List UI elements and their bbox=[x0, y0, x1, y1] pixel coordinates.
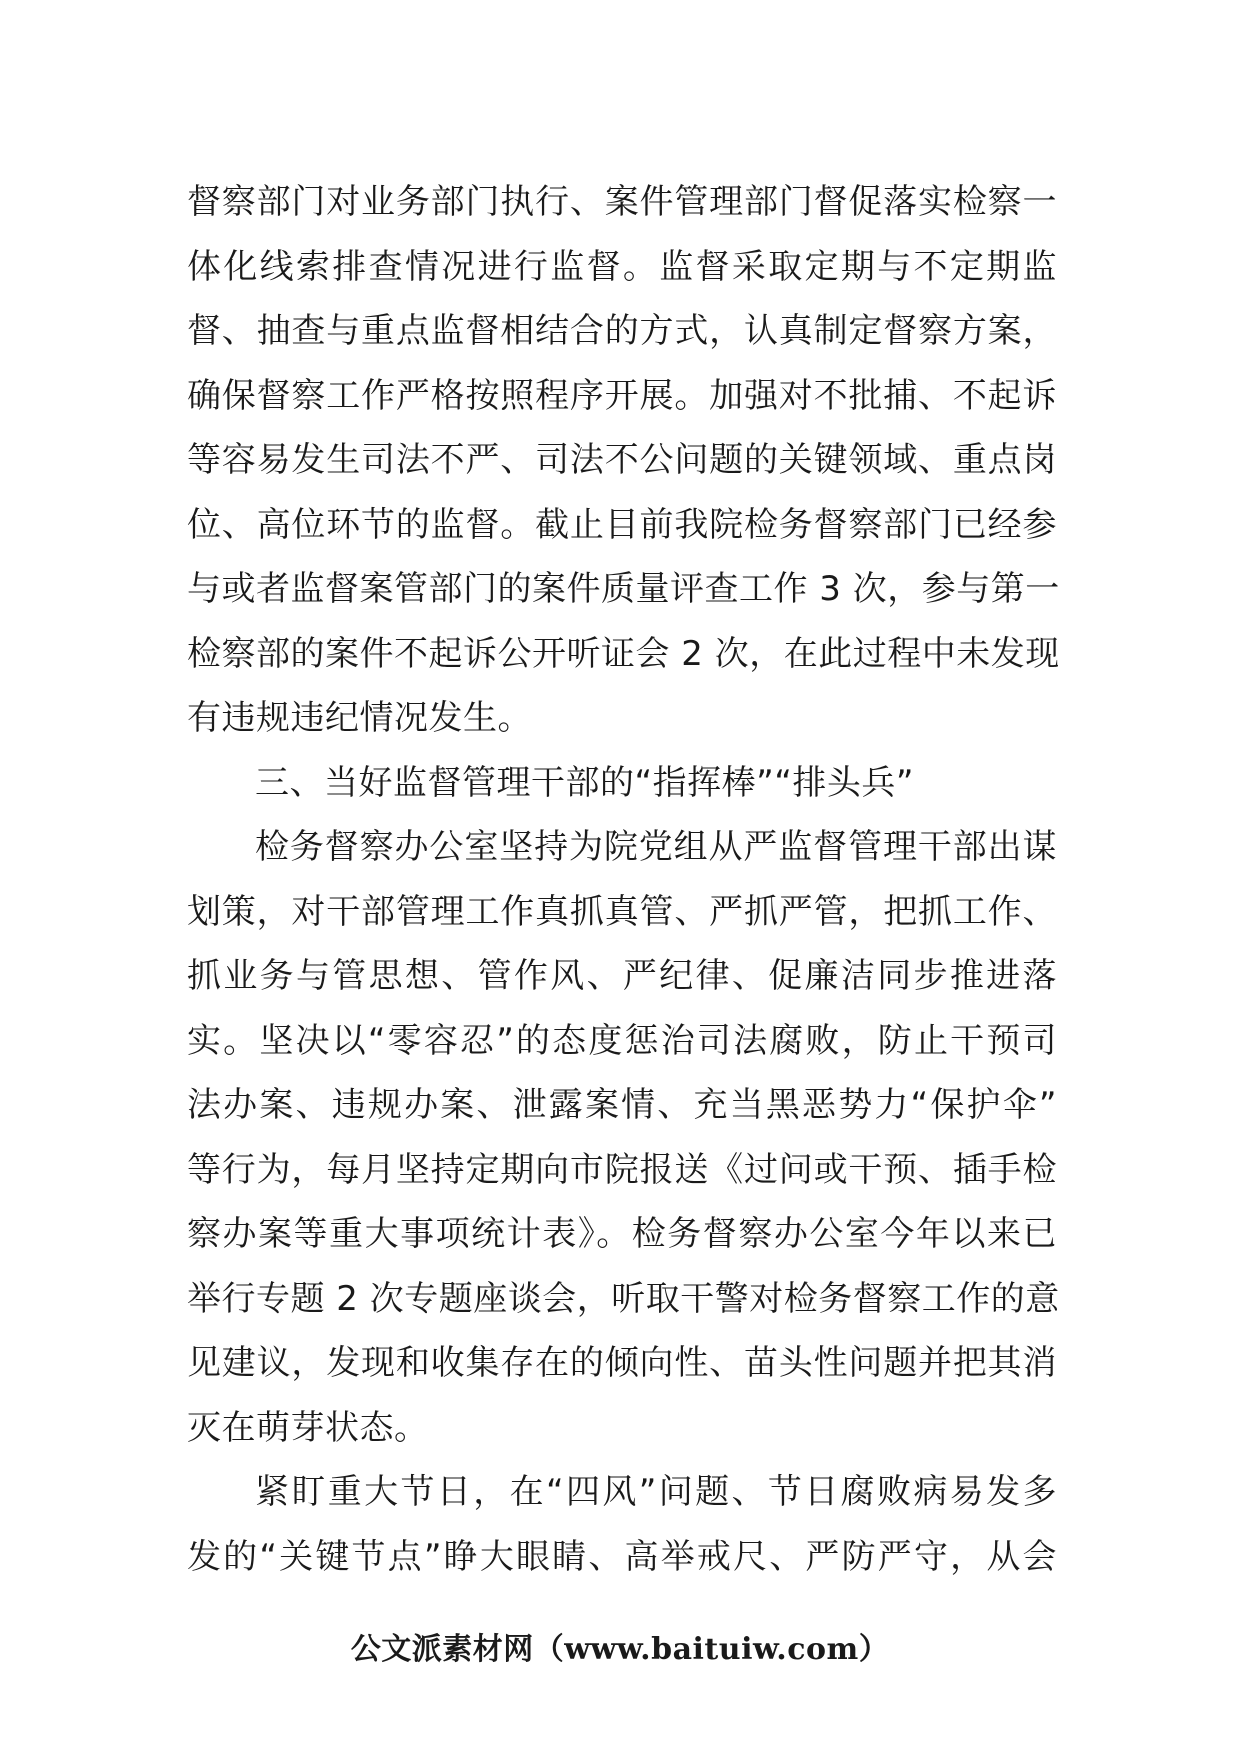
body-line: 有违规违纪情况发生。 bbox=[187, 698, 532, 738]
body-line: 划策，对干部管理工作真抓真管、严抓严管，把抓工作、 bbox=[187, 891, 1057, 932]
body-line: 与或者监督案管部门的案件质量评查工作 3 次，参与第一 bbox=[187, 569, 1060, 609]
body-line: 等行为，每月坚持定期向市院报送《过问或干预、插手检 bbox=[187, 1149, 1057, 1190]
body-line: 灭在萌芽状态。 bbox=[187, 1407, 429, 1448]
body-line: 举行专题 2 次专题座谈会，听取干警对检务督察工作的意 bbox=[187, 1278, 1060, 1319]
body-line: 发的“关键节点”睁大眼睛、高举戒尺、严防严守，从会 bbox=[187, 1536, 1057, 1577]
body-line: 体化线索排查情况进行监督。监督采取定期与不定期监 bbox=[187, 246, 1057, 287]
body-line: 实。坚决以“零容忍”的态度惩治司法腐败，防止干预司 bbox=[187, 1020, 1057, 1061]
body-line: 确保督察工作严格按照程序开展。加强对不批捕、不起诉 bbox=[187, 375, 1057, 416]
body-line: 检务督察办公室坚持为院党组从严监督管理干部出谋 bbox=[255, 827, 1057, 867]
section-heading: 三、当好监督管理干部的“指挥棒”“排头兵” bbox=[255, 762, 914, 803]
body-line: 抓业务与管思想、管作风、严纪律、促廉洁同步推进落 bbox=[187, 956, 1057, 996]
body-line: 等容易发生司法不严、司法不公问题的关键领域、重点岗 bbox=[187, 440, 1057, 480]
footer-watermark: 公文派素材网（www.baituiw.com） bbox=[350, 1632, 890, 1667]
body-line: 紧盯重大节日，在“四风”问题、节日腐败病易发多 bbox=[255, 1472, 1057, 1512]
body-line: 督、抽查与重点监督相结合的方式，认真制定督察方案， bbox=[187, 311, 1057, 351]
body-line: 法办案、违规办案、泄露案情、充当黑恶势力“保护伞” bbox=[187, 1085, 1057, 1125]
body-line: 见建议，发现和收集存在的倾向性、苗头性问题并把其消 bbox=[187, 1343, 1057, 1383]
body-line: 督察部门对业务部门执行、案件管理部门督促落实检察一 bbox=[187, 182, 1057, 222]
document-body bbox=[187, 170, 1060, 1589]
body-line: 检察部的案件不起诉公开听证会 2 次，在此过程中未发现 bbox=[187, 633, 1060, 674]
body-line: 位、高位环节的监督。截止目前我院检务督察部门已经参 bbox=[187, 504, 1057, 545]
body-line: 察办案等重大事项统计表》。检务督察办公室今年以来已 bbox=[187, 1214, 1057, 1254]
